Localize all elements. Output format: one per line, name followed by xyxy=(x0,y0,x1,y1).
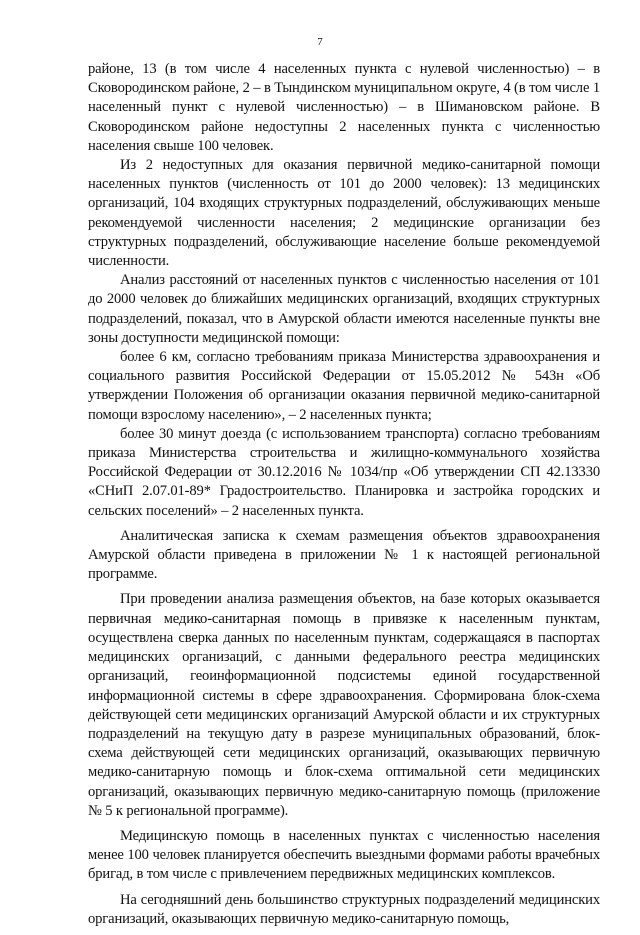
paragraph-mobile-brigades: Медицинскую помощь в населенных пунктах с численностью населения менее 100 человек планируется обеспечить выездными формами работы врачебных бригад, в том числе с привлечением передвижных медицинских комплексов. xyxy=(88,827,600,883)
paragraph-data-reconciliation: При проведении анализа размещения объектов, на базе которых оказывается первичная медико-санитарная помощь в привязке к населенным пунктам, осуществлена сверка данных по населенным пунктам, содержащаяся в паспортах медицинских организаций, с данными федерального реестра медицинских организаций, геоинформационной подсистемы единой государственной информационной системы в сфере здравоохранения. Сформирована блок-схема действующей сети медицинских организаций Амурской области и их структурных подразделений на текущую дату в разрезе муниципальных образований, блок-схема действующей сети медицинских организаций, оказывающих первичную медико-санитарную помощь и блок-схема оптимальной сети медицинских организаций, оказывающих первичную медико-санитарную помощь (приложение № 5 к региональной программе). xyxy=(88,591,600,819)
paragraph-analytical-note: Аналитическая записка к схемам размещения объектов здравоохранения Амурской области приведена в приложении № 1 к настоящей региональной программе. xyxy=(88,527,600,583)
paragraph-30min-criterion: более 30 минут доезда (с использованием транспорта) согласно требованиям приказа Министерства строительства и жилищно-коммунального хозяйства Российской Федерации от 30.12.2016 № 1034/пр «Об утверждении СП 42.13330 «СНиП 2.07.01-89* Градостроительство. Планировка и застройка городских и сельских поселений» – 2 населенных пункта. xyxy=(88,425,600,519)
paragraph-6km-criterion: более 6 км, согласно требованиям приказа Министерства здравоохранения и социального развития Российской Федерации от 15.05.2012 № 543н «Об утверждении Положения об организации оказания первичной медико-санитарной помощи взрослому населению», – 2 населенных пункта; xyxy=(88,349,600,423)
paragraph-continuation: районе, 13 (в том числе 4 населенных пункта с нулевой численностью) – в Сковородинском районе, 2 – в Тындинском муниципальном округе, 4 (в том числе 1 населенный пункт с нулевой численностью) – в Шимановском районе. В Сковородинском районе недоступны 2 населенных пункта с численностью населения свыше 100 человек. xyxy=(88,61,600,154)
paragraph-distance-analysis: Анализ расстояний от населенных пунктов с численностью населения от 101 до 2000 человек до ближайших медицинских организаций, входящих структурных подразделений, показал, что в Амурской области имеются населенные пункты вне зоны доступности медицинской помощи: xyxy=(88,272,600,346)
page-number: 7 xyxy=(317,36,323,48)
paragraph-inaccessible-settlements: Из 2 недоступных для оказания первичной медико-санитарной помощи населенных пунктов (численность от 101 до 2000 человек): 13 медицинских организаций, 104 входящих структурных подразделений, обслуживающих меньше рекомендуемой численности населения; 2 медицинские организации без структурных подразделений, обслуживающие население больше рекомендуемой численности. xyxy=(88,157,600,270)
paragraph-structural-units: На сегодняшний день большинство структурных подразделений медицинских организаций, оказывающих первичную медико-санитарную помощь, xyxy=(88,891,600,927)
document-body xyxy=(88,60,600,935)
